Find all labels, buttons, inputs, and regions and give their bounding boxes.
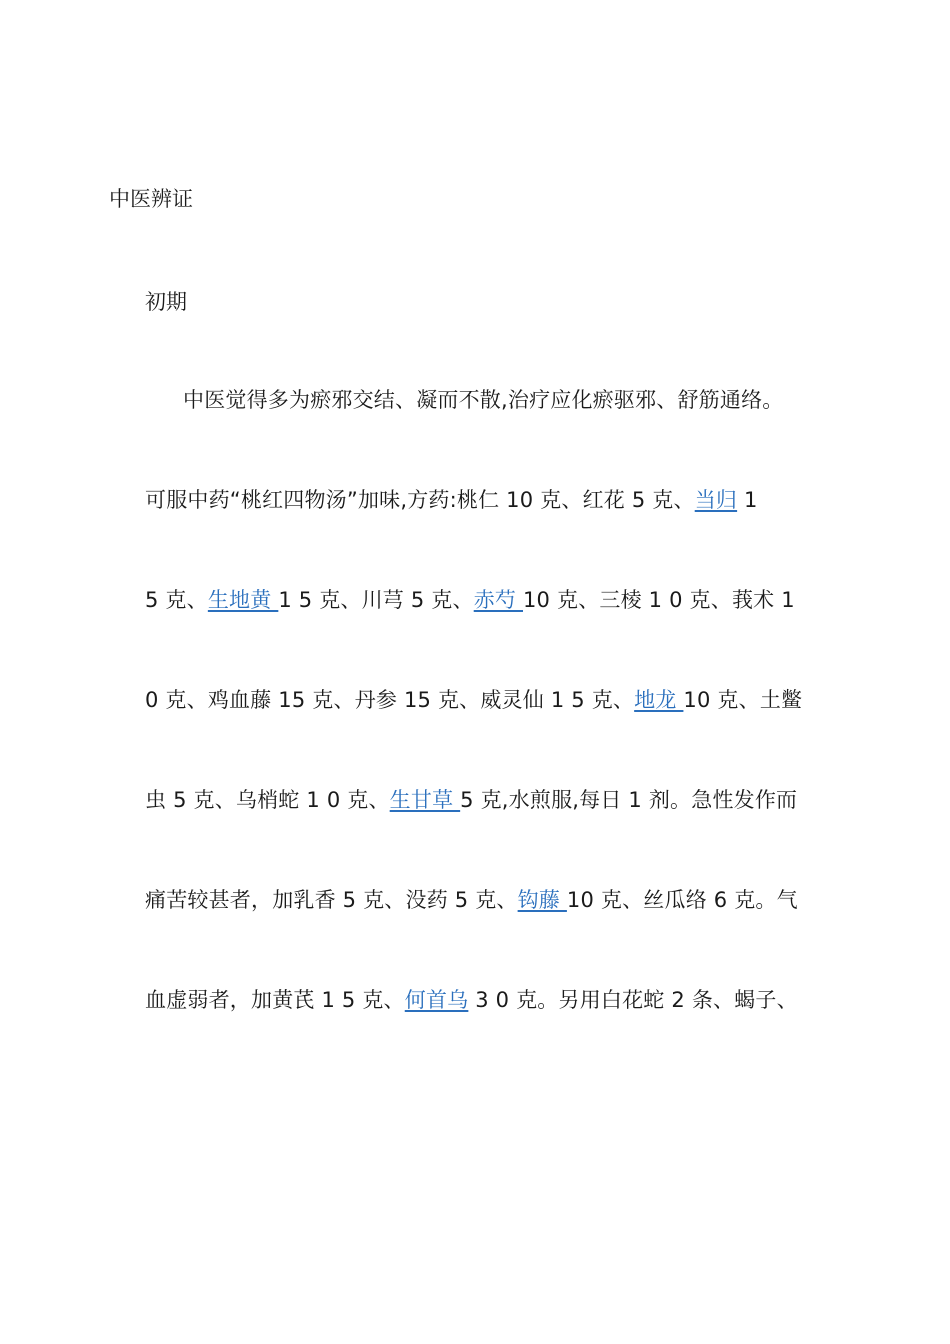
text-segment: 中医觉得多为瘀邪交结、凝而不散,治疗应化瘀驱邪、舒筋通络。 [183, 388, 784, 412]
text-segment: 血虚弱者，加黄芪 1 5 克、 [145, 988, 405, 1012]
herb-link[interactable]: 生地黄 [207, 588, 279, 612]
text-segment: 可服中药“桃红四物汤”加味,方药:桃仁 10 克、红花 5 克、 [145, 488, 695, 512]
text-segment: 1 5 克、川芎 5 克、 [278, 588, 474, 612]
text-segment: 10 克、土鳖 [683, 688, 803, 712]
text-line [145, 986, 805, 1014]
herb-link[interactable]: 地龙 [634, 688, 684, 712]
text-line [145, 486, 805, 514]
text-segment: 1 [737, 488, 758, 512]
text-segment: 虫 5 克、乌梢蛇 1 0 克、 [145, 788, 390, 812]
text-line [183, 386, 808, 414]
herb-link[interactable]: 生甘草 [389, 788, 461, 812]
text-segment: 5 克,水煎服,每日 1 剂。急性发作而 [460, 788, 798, 812]
text-line [145, 786, 805, 814]
text-line [145, 586, 805, 614]
text-segment: 10 克、三棱 1 0 克、莪术 1 [523, 588, 795, 612]
herb-link[interactable]: 当归 [694, 488, 738, 512]
text-segment: 10 克、丝瓜络 6 克。气 [566, 888, 798, 912]
herb-link[interactable]: 何首乌 [404, 988, 469, 1012]
text-line [145, 886, 805, 914]
subsection-heading: 初期 [145, 290, 187, 314]
text-segment: 3 0 克。另用白花蛇 2 条、蝎子、 [468, 988, 798, 1012]
text-segment: 5 克、 [145, 588, 208, 612]
section-heading: 中医辨证 [109, 187, 193, 211]
text-segment: 0 克、鸡血藤 15 克、丹参 15 克、威灵仙 1 5 克、 [145, 688, 635, 712]
text-line [145, 686, 805, 714]
herb-link[interactable]: 钩藤 [517, 888, 567, 912]
text-segment: 痛苦较甚者，加乳香 5 克、没药 5 克、 [145, 888, 518, 912]
herb-link[interactable]: 赤芍 [473, 588, 523, 612]
